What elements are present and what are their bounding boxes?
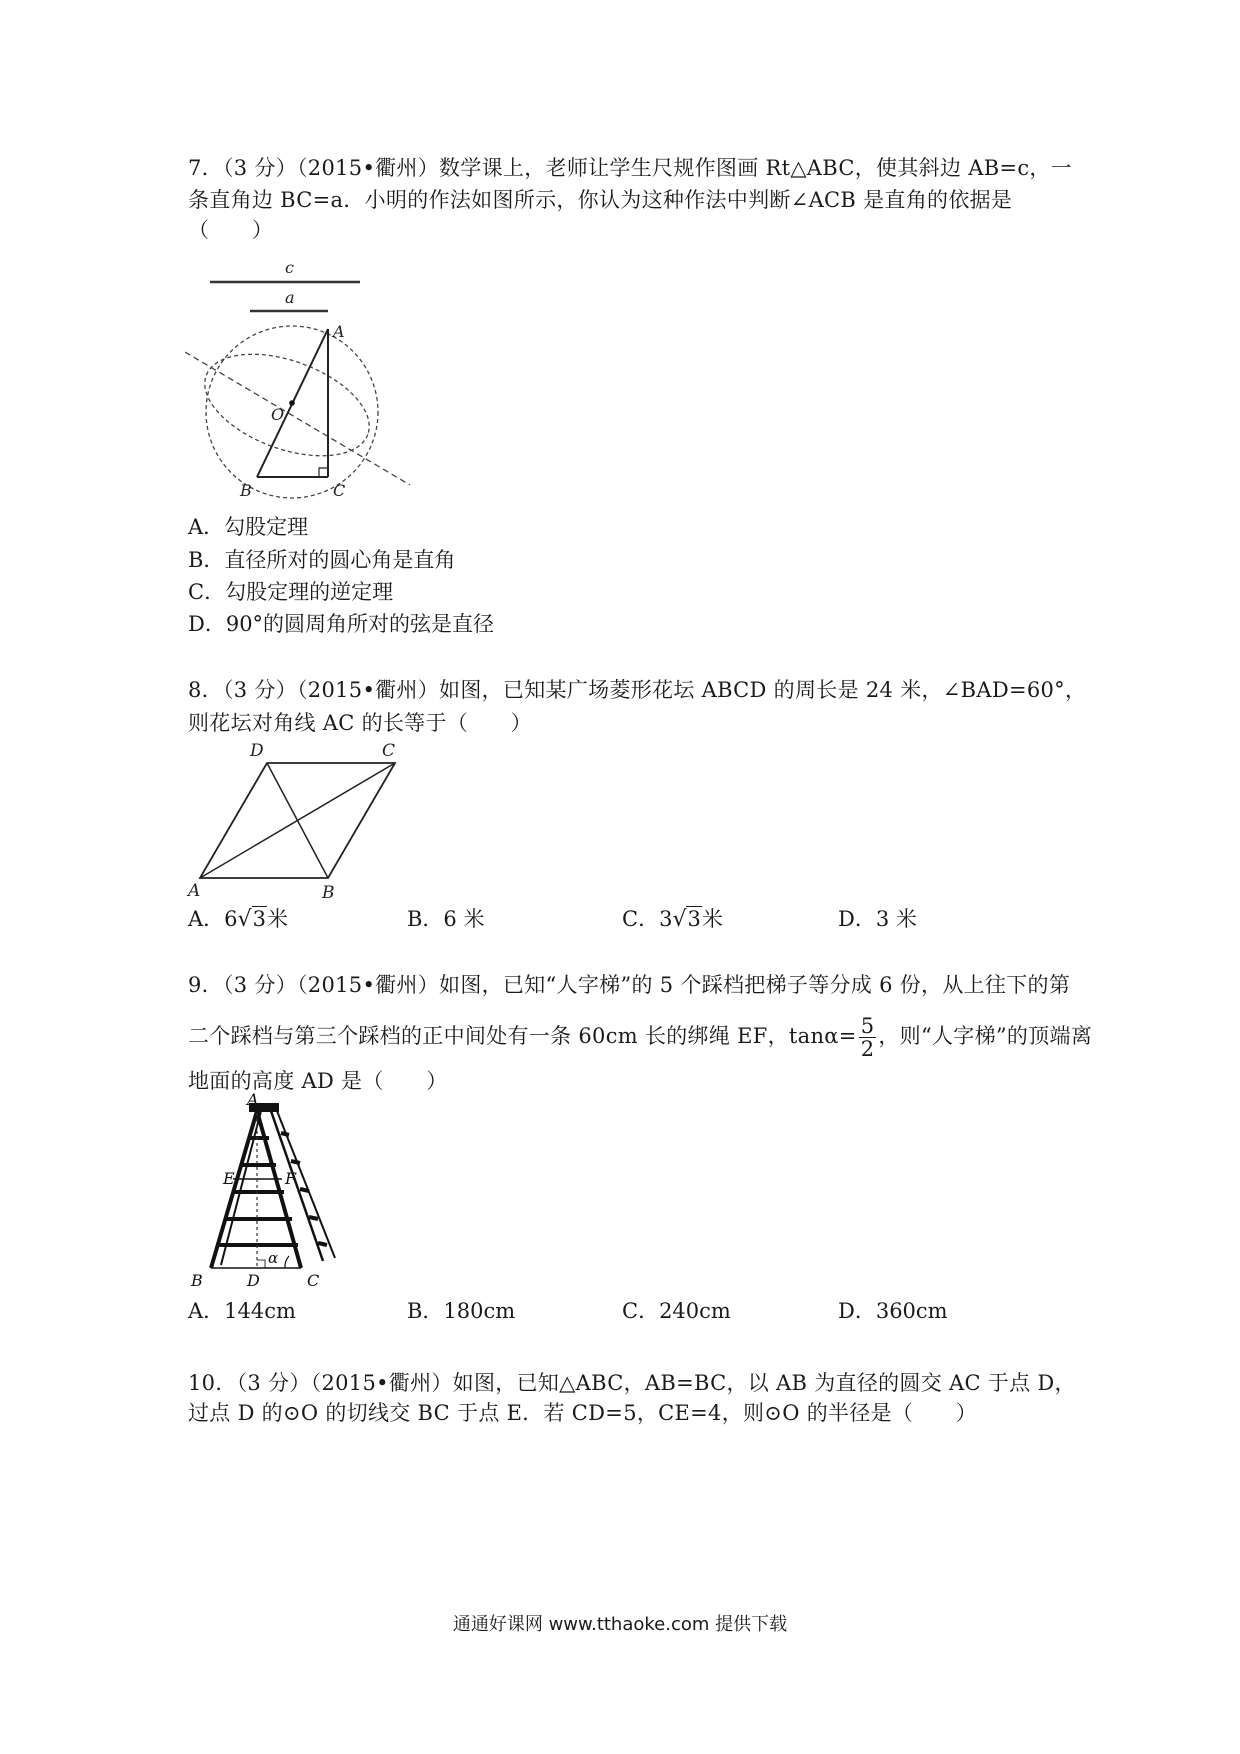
q7-option-a: A．勾股定理 bbox=[188, 515, 309, 539]
fig9-label-C: C bbox=[307, 1271, 320, 1290]
fig7-label-c: c bbox=[285, 258, 294, 277]
fig9-label-alpha: α bbox=[268, 1249, 279, 1267]
q7-option-b: B．直径所对的圆心角是直角 bbox=[188, 548, 456, 572]
q9-option-b: B．180cm bbox=[407, 1299, 516, 1323]
q7-option-c: C．勾股定理的逆定理 bbox=[188, 580, 394, 604]
q9-line-3: 地面的高度 AD 是（ ） bbox=[188, 1069, 448, 1093]
q7-line-1: 7．（3 分）（2015•衢州）数学课上，老师让学生尺规作图画 Rt△ABC，使其斜边 AB=c，一 bbox=[188, 156, 1072, 180]
fig9-label-D: D bbox=[247, 1271, 260, 1290]
q9-option-a: A．144cm bbox=[188, 1299, 296, 1323]
q9-option-c: C．240cm bbox=[622, 1299, 731, 1323]
fig7-label-B: B bbox=[240, 481, 252, 500]
q8-line-2: 则花坛对角线 AC 的长等于（ ） bbox=[188, 711, 532, 735]
q8-option-d: D．3 米 bbox=[838, 907, 917, 931]
q8-option-a: A．6√3米 bbox=[188, 907, 288, 932]
fig7-label-a: a bbox=[285, 288, 295, 307]
q8-rhombus-figure bbox=[185, 740, 405, 900]
q7-line-2: 条直角边 BC=a．小明的作法如图所示，你认为这种作法中判断∠ACB 是直角的依据是 bbox=[188, 188, 1013, 212]
q8-option-b: B．6 米 bbox=[407, 907, 485, 931]
fig9-label-F: F bbox=[285, 1169, 297, 1188]
q8-option-c: C．3√3米 bbox=[622, 907, 723, 932]
page-footer: 通通好课网 www.tthaoke.com 提供下载 bbox=[452, 1614, 788, 1635]
q9-ladder-figure bbox=[185, 1093, 365, 1293]
q7-line-3: （ ） bbox=[188, 218, 274, 242]
q9-line-2: 二个踩档与第三个踩档的正中间处有一条 60cm 长的绑绳 EF，tanα= $\frac{5}{2}$ ，则“人字梯”的顶端离 bbox=[188, 1014, 1093, 1061]
q10-line-1: 10．（3 分）（2015•衢州）如图，已知△ABC，AB=BC，以 AB 为直径的圆交 AC 于点 D， bbox=[188, 1371, 1076, 1395]
q7-option-d: D．90°的圆周角所对的弦是直径 bbox=[188, 612, 495, 636]
fig8-label-D: D bbox=[250, 741, 264, 761]
q10-line-2: 过点 D 的⊙O 的切线交 BC 于点 E．若 CD=5，CE=4，则⊙O 的半径是（ ） bbox=[188, 1401, 978, 1425]
fig9-label-A: A bbox=[247, 1093, 259, 1109]
fig9-label-B: B bbox=[191, 1271, 203, 1290]
q9-option-d: D．360cm bbox=[838, 1299, 948, 1323]
fig7-label-O: O bbox=[271, 405, 285, 424]
fig7-label-C: C bbox=[333, 481, 346, 500]
q7-construction-figure bbox=[185, 255, 415, 500]
q9-line-1: 9．（3 分）（2015•衢州）如图，已知“人字梯”的 5 个踩档把梯子等分成 6 份，从上往下的第 bbox=[188, 973, 1071, 997]
fig7-label-A: A bbox=[333, 322, 345, 341]
fig8-label-B: B bbox=[322, 883, 335, 900]
q8-line-1: 8．（3 分）（2015•衢州）如图，已知某广场菱形花坛 ABCD 的周长是 24 米，∠BAD=60°， bbox=[188, 678, 1087, 702]
fig8-label-A: A bbox=[188, 881, 201, 900]
fig9-label-E: E bbox=[223, 1169, 235, 1188]
fig8-label-C: C bbox=[382, 741, 396, 761]
tan-fraction: $\frac{5}{2}$ bbox=[860, 1014, 875, 1061]
